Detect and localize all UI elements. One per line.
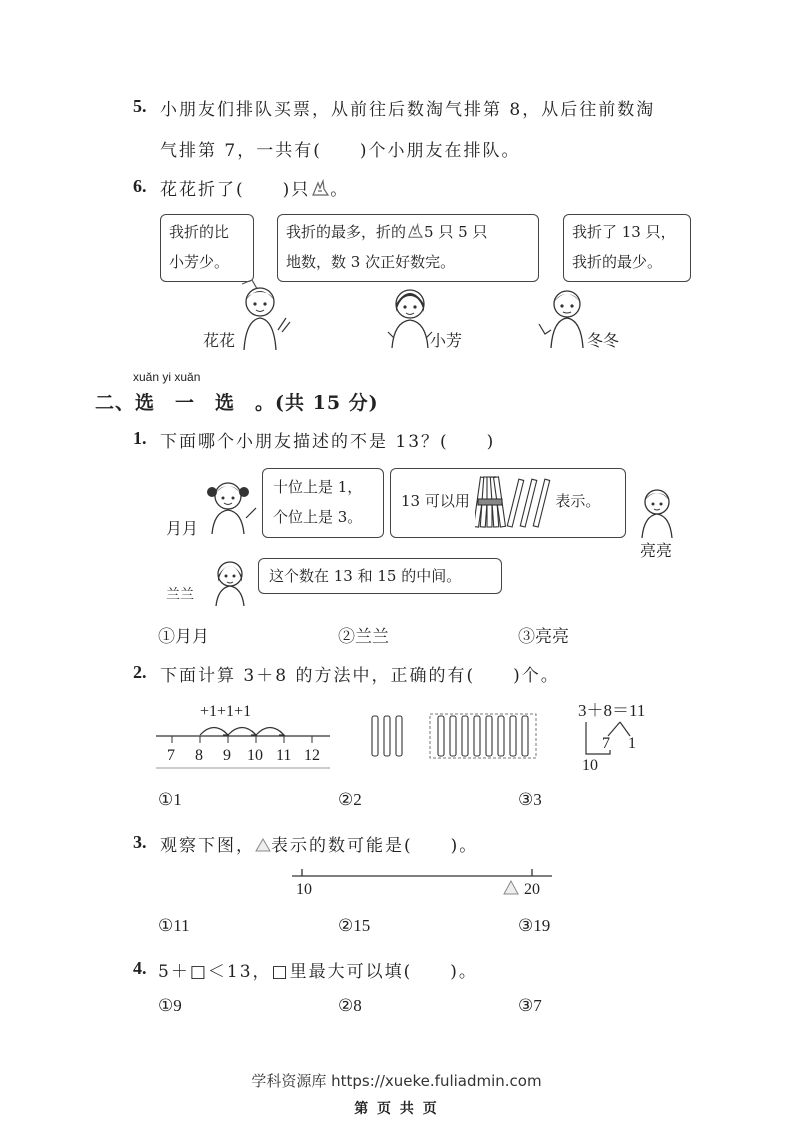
bubble-text: 我折的最多，折的 (286, 223, 407, 241)
counting-sticks (362, 710, 542, 762)
kid-name-liangliang: 亮亮 (640, 541, 673, 560)
question-number: 6. (133, 176, 147, 196)
speech-bubble-dongdong (563, 214, 691, 282)
question-text (160, 831, 478, 856)
bubble-line: 我折的比 (169, 223, 230, 241)
question-number: 1. (133, 428, 147, 448)
triangle-icon (255, 838, 271, 852)
tick-label: 7 (167, 747, 175, 764)
kid-name-yueyue: 月月 (166, 519, 199, 538)
counting-stick (510, 716, 516, 756)
bubble-text: 13 可以用 (401, 492, 470, 510)
boy-liangliang-illustration (632, 484, 682, 540)
option-a: ①1 (158, 790, 182, 809)
question-text-b: 。 (330, 180, 350, 200)
counting-stick (486, 716, 492, 756)
footer-source: 学科资源库 https://xueke.fuliadmin.com (251, 1072, 542, 1090)
counting-stick (384, 716, 390, 756)
number-line-10-20 (290, 864, 560, 900)
tick-label: 9 (223, 747, 231, 764)
question-number: 5. (133, 96, 147, 116)
option-b: ②2 (338, 790, 362, 809)
counting-stick (474, 716, 480, 756)
number-line-jumps (150, 698, 340, 774)
boy-dongdong-illustration (535, 284, 595, 350)
tick-label: 12 (304, 747, 320, 764)
line-start-label: 10 (296, 881, 312, 898)
question-number: 3. (133, 832, 147, 852)
paper-rabbit-icon (310, 179, 330, 197)
bubble-line: 小芳少。 (169, 253, 230, 271)
counting-stick (462, 716, 468, 756)
question-text-b: 表示的数可能是( )。 (271, 836, 479, 856)
question-text: 下面哪个小朋友描述的不是 13？( ) (160, 432, 496, 452)
question-text (160, 175, 349, 200)
tick-label: 11 (276, 747, 292, 764)
jumps-label: +1+1+1 (200, 703, 252, 720)
option-b: ②兰兰 (338, 627, 389, 646)
line-end-label: 20 (524, 881, 540, 898)
tick-label: 10 (247, 747, 263, 764)
option-b: ②8 (338, 996, 362, 1015)
counting-stick (450, 716, 456, 756)
option-c: ③3 (518, 790, 542, 809)
stick-bundle-icon (475, 473, 551, 531)
counting-stick (396, 716, 402, 756)
girl-huahua-illustration (230, 280, 300, 352)
question-number: 4. (133, 958, 147, 978)
triangle-marker-icon (504, 881, 518, 894)
counting-stick (438, 716, 444, 756)
split-method-diagram (574, 698, 674, 774)
bubble-line: 我折的最少。 (572, 253, 663, 271)
section-pinyin: xuǎn yi xuǎn (133, 370, 201, 384)
girl-yueyue-illustration (200, 474, 262, 536)
girl-lanlan-illustration (202, 556, 258, 606)
bubble-text: 5 只 5 只 (424, 223, 488, 241)
tick-label: 8 (195, 747, 203, 764)
bubble-text: 表示。 (555, 492, 601, 510)
split-number: 7 (602, 735, 610, 752)
question-text-a: 花花折了( )只 (160, 180, 311, 200)
question-text: 下面计算 3＋8 的方法中，正确的有( )个。 (160, 666, 560, 686)
bubble-line: 个位上是 3。 (273, 508, 363, 526)
speech-bubble-lanlan: 这个数在 13 和 15 的中间。 (258, 558, 502, 594)
option-a: ①月月 (158, 627, 209, 646)
speech-bubble-xiaofang (277, 214, 539, 282)
option-c: ③19 (518, 916, 551, 935)
speech-bubble-huahua (160, 214, 254, 282)
kid-name-huahua: 花花 (203, 331, 236, 350)
question-number: 2. (133, 662, 147, 682)
ten-label: 10 (582, 757, 598, 774)
section-title: 二、选 一 选 。(共 15 分) (95, 392, 379, 414)
question-text: 小朋友们排队买票，从前往后数淘气排第 8，从后往前数淘 (160, 100, 656, 120)
footer-page: 第 页 共 页 (354, 1101, 439, 1117)
question-text: 气排第 7，一共有( )个小朋友在排队。 (160, 141, 521, 161)
counting-stick (522, 716, 528, 756)
kid-name-xiaofang: 小芳 (430, 331, 463, 350)
bubble-line: 十位上是 1， (273, 478, 363, 496)
bubble-line: 我折了 13 只， (572, 223, 676, 241)
option-a: ①9 (158, 996, 182, 1015)
speech-bubble-liangliang (390, 468, 626, 538)
question-text-a: 观察下图， (160, 836, 255, 856)
bubble-line (286, 217, 530, 247)
paper-rabbit-icon (406, 223, 424, 239)
split-number: 1 (628, 735, 636, 752)
option-a: ①11 (158, 916, 190, 935)
kid-name-dongdong: 冬冬 (587, 331, 620, 350)
option-b: ②15 (338, 916, 371, 935)
kid-name-lanlan: 兰兰 (166, 587, 194, 603)
counting-stick (372, 716, 378, 756)
question-text: 5＋□＜13，□里最大可以填( )。 (158, 962, 478, 982)
option-c: ③亮亮 (518, 627, 569, 646)
equation: 3＋8＝11 (578, 701, 646, 720)
speech-bubble-yueyue (262, 468, 384, 538)
counting-stick (498, 716, 504, 756)
bubble-line: 地数，数 3 次正好数完。 (286, 253, 456, 271)
option-c: ③7 (518, 996, 542, 1015)
